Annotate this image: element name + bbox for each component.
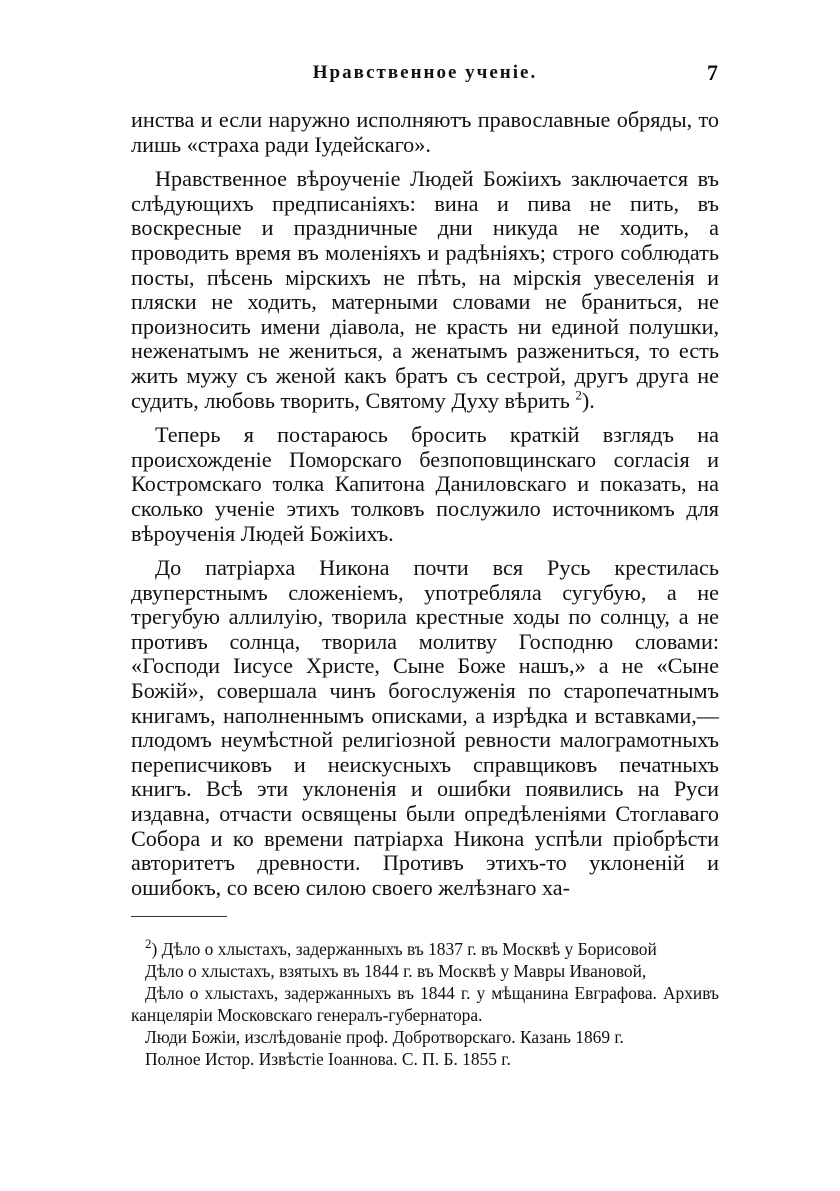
footnote-3: Дѣло о хлыстахъ, задержанныхъ въ 1844 г. у мѣщанина Евграфова. Архивъ канцеляріи Московскаго генералъ-губернатора. bbox=[131, 983, 719, 1025]
paragraph-origins: Теперь я постараюсь бросить краткій взглядъ на происхожденіе Поморскаго безпоповщинскаго согласія и Костромскаго толка Капитона Даниловскаго и показать, на сколько ученіе этихъ толковъ послужило источникомъ для вѣроученія Людей Божіихъ. bbox=[131, 422, 719, 546]
paragraph-continuation: инства и если наружно исполняютъ православные обряды, то лишь «страха ради Іудейскаго». bbox=[131, 107, 719, 157]
footnote-1 bbox=[131, 938, 719, 960]
paragraph-moral-teaching-end: ). bbox=[581, 387, 595, 413]
footnote-4: Люди Божіи, изслѣдованіе проф. Добротворскаго. Казань 1869 г. bbox=[145, 1027, 624, 1047]
footnotes bbox=[131, 938, 719, 1070]
footnote-2: Дѣло о хлыстахъ, взятыхъ въ 1844 г. въ Москвѣ у Мавры Ивановой, bbox=[145, 961, 647, 981]
paragraph-moral-teaching bbox=[131, 167, 719, 413]
body-text bbox=[131, 108, 719, 900]
footnote-marker: 2 bbox=[145, 936, 152, 952]
footnote-divider bbox=[131, 916, 227, 917]
footnote-reference: 2 bbox=[575, 387, 582, 403]
footnote-1-text: ) Дѣло о хлыстахъ, задержанныхъ въ 1837 г. въ Москвѣ у Борисовой bbox=[151, 939, 657, 959]
running-head bbox=[132, 62, 718, 90]
paragraph-moral-teaching-text: Нравственное вѣроученіе Людей Божіихъ заключается въ слѣдующихъ предписаніяхъ: вина и пива не пить, въ воскресные и праздничные дни никуда не ходить, а проводить время въ моленіяхъ и радѣніяхъ; строго соблюдать посты, пѣсень мірскихъ не пѣть, на мірскія увеселенія и пляски не ходить, матерными словами не браниться, не произносить имени діавола, не красть ни единой полушки, неженатымъ не жениться, а женатымъ разжениться, то есть жить мужу съ женой какъ братъ съ сестрой, другъ друга не судить, любовь творить, Святому Духу вѣрить bbox=[131, 166, 719, 413]
paragraph-nikon: До патріарха Никона почти вся Русь крестилась двуперстнымъ сложеніемъ, употребляла сугубую, а не трегубую аллилуію, творила крестные ходы по солнцу, а не противъ солнца, творила молитву Господню словами: «Господи Іисусе Христе, Сыне Боже нашъ,» а не «Сыне Божій», совершала чинъ богослуженія по старопечатнымъ книгамъ, наполненнымъ описками, а изрѣдка и вставками,— плодомъ неумѣстной религіозной ревности малограмотныхъ переписчиковъ и неискусныхъ справщиковъ печатныхъ книгъ. Всѣ эти уклоненія и ошибки появились на Руси издавна, отчасти освящены были опредѣленіями Стоглаваго Собора и ко времени патріарха Никона успѣли пріобрѣсти авторитетъ древности. Противъ этихъ-то уклоненій и ошибокъ, со всею силою своего желѣзнаго ха- bbox=[131, 555, 719, 900]
footnote-5: Полное Истор. Извѣстіе Іоаннова. С. П. Б. 1855 г. bbox=[145, 1049, 511, 1069]
page-number: 7 bbox=[707, 60, 718, 85]
running-title: Нравственное ученіе. bbox=[312, 62, 538, 83]
